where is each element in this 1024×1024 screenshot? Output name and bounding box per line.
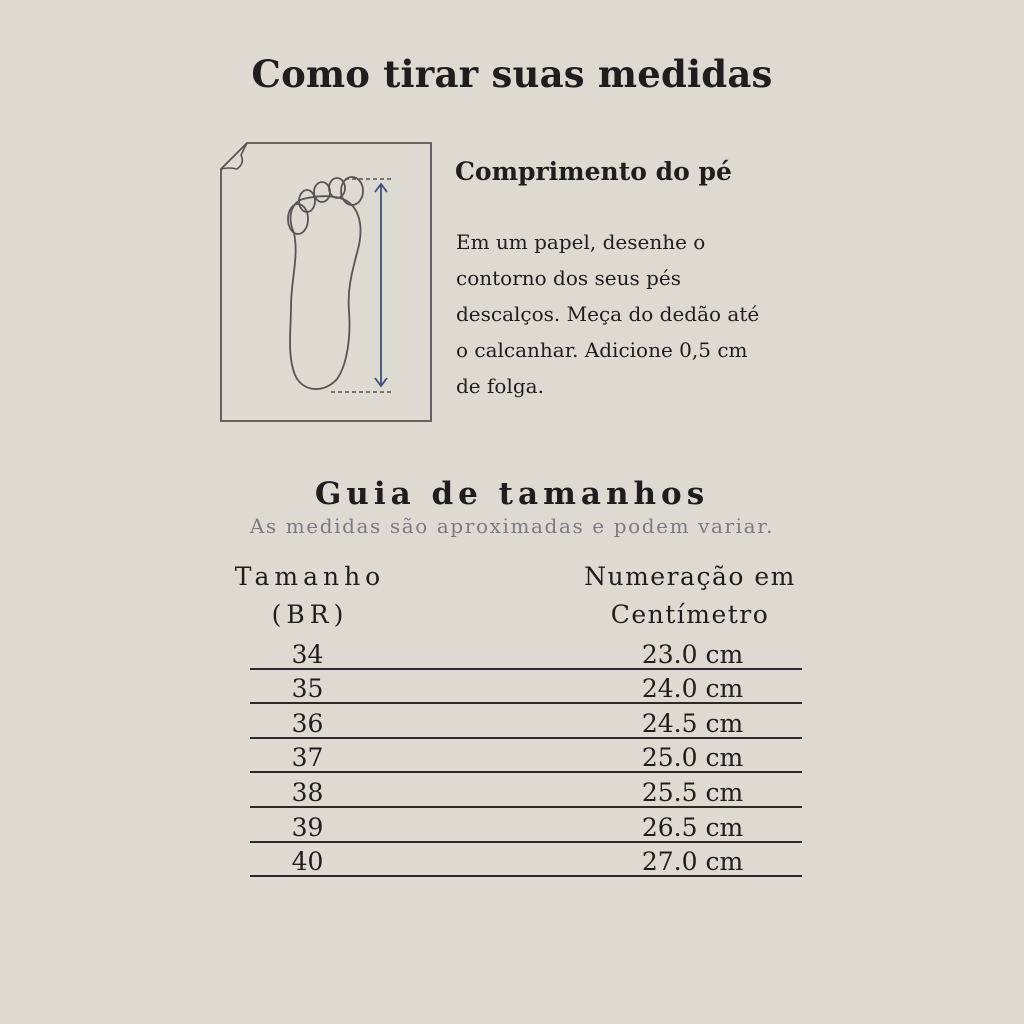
size-cell: 38 <box>291 777 324 807</box>
centimeter-cell: 27.0 cm <box>641 847 744 877</box>
size-cell: 39 <box>291 812 324 842</box>
size-cell: 35 <box>291 674 324 704</box>
centimeter-cell: 24.5 cm <box>641 708 744 738</box>
column-header-centimeters: Numeração em Centímetro <box>584 562 796 629</box>
column-header-size: Tamanho (BR) <box>234 562 386 629</box>
size-guide-title: Guia de tamanhos <box>314 476 710 512</box>
size-cell: 34 <box>291 639 324 669</box>
size-cell: 40 <box>291 847 324 877</box>
instructions-text: Em um papel, desenhe o contorno dos seus pés descalços. Meça do dedão até o calcanhar. Adicione 0,5 cm de folga. <box>456 230 760 398</box>
table-row <box>250 773 802 808</box>
size-cell: 37 <box>291 743 324 773</box>
centimeter-cell: 26.5 cm <box>641 812 744 842</box>
foot-on-paper-icon <box>219 141 435 425</box>
size-table <box>250 635 802 877</box>
table-row <box>250 704 802 739</box>
table-row <box>250 808 802 843</box>
centimeter-cell: 23.0 cm <box>641 639 744 669</box>
table-row <box>250 843 802 878</box>
table-row <box>250 670 802 705</box>
table-row <box>250 635 802 670</box>
centimeter-cell: 25.0 cm <box>641 743 744 773</box>
centimeter-cell: 24.0 cm <box>641 674 744 704</box>
table-row <box>250 739 802 774</box>
size-cell: 36 <box>291 708 324 738</box>
centimeter-cell: 25.5 cm <box>641 777 744 807</box>
size-guide-subtitle: As medidas são aproximadas e podem variar. <box>249 514 775 538</box>
page-title: Como tirar suas medidas <box>251 52 773 96</box>
section-heading: Comprimento do pé <box>455 157 732 186</box>
